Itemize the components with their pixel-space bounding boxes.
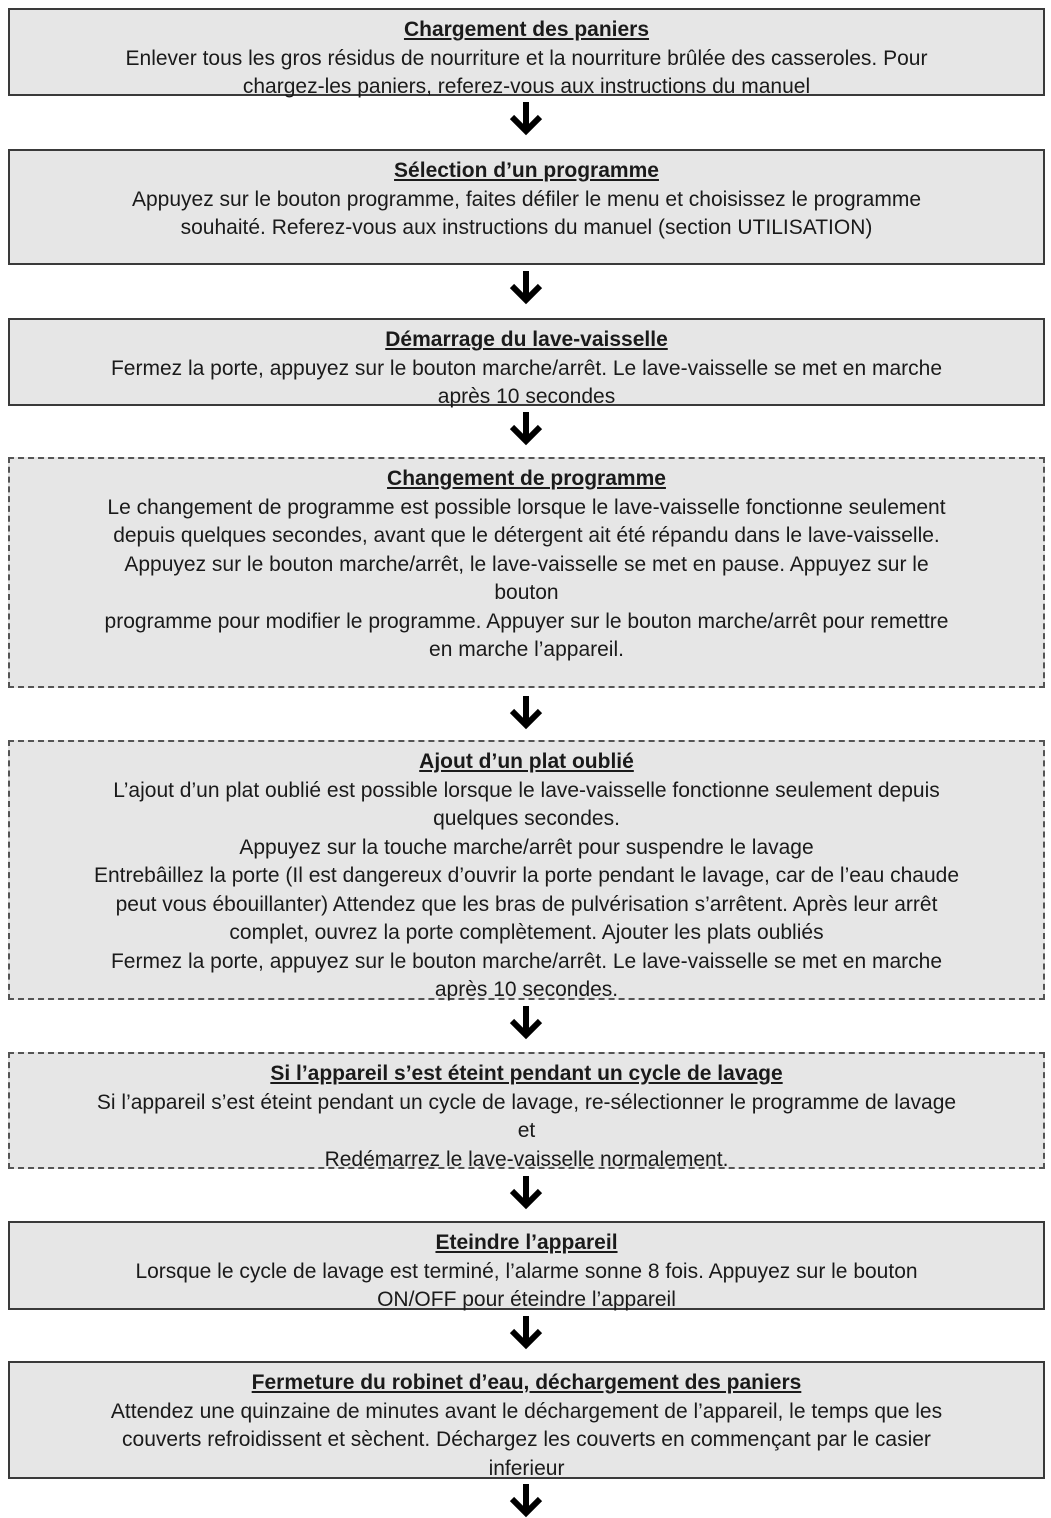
down-arrow-icon (509, 100, 543, 136)
step-text-line: Appuyez sur la touche marche/arrêt pour suspendre le lavage (239, 835, 814, 859)
step-text-line: Si l’appareil s’est éteint pendant un cycle de lavage, re-sélectionner le programme de lavage (96, 1090, 957, 1114)
step-text-line: Appuyez sur le bouton programme, faites défiler le menu et choisissez le programme (131, 187, 922, 211)
step-text-line: Lorsque le cycle de lavage est terminé, l’alarme sonne 8 fois. Appuyez sur le bouton (135, 1259, 918, 1283)
step-text-line: programme pour modifier le programme. Appuyer sur le bouton marche/arrêt pour remettre (104, 609, 949, 633)
down-arrow-icon (509, 694, 543, 730)
step-text-line: souhaité. Referez-vous aux instructions du manuel (section UTILISATION) (180, 216, 873, 239)
down-arrow-icon (509, 1004, 543, 1040)
step-text-line: Fermez la porte, appuyez sur le bouton marche/arrêt. Le lave-vaisselle se met en marche (110, 356, 943, 380)
step-text-line: et (517, 1119, 536, 1142)
step-text-line: L’ajout d’un plat oublié est possible lorsque le lave-vaisselle fonctionne seulement depuis (113, 778, 940, 802)
step-text-line: inferieur (488, 1456, 565, 1480)
step-text-line: Fermez la porte, appuyez sur le bouton marche/arrêt. Le lave-vaisselle se met en marche (110, 949, 943, 973)
step-box-selection-programme (8, 149, 1045, 265)
step-text-line: Enlever tous les gros résidus de nourriture et la nourriture brûlée des casseroles. Pour (125, 46, 928, 70)
step-text-line: complet, ouvrez la porte complètement. Ajouter les plats oubliés (229, 921, 824, 944)
step-title: Changement de programme (387, 467, 666, 490)
step-title: Chargement des paniers (403, 18, 650, 41)
step-text-line: ON/OFF pour éteindre l’appareil (377, 1288, 676, 1311)
step-box-appareil-eteint (8, 1052, 1045, 1169)
step-text-line: Attendez une quinzaine de minutes avant le déchargement de l’appareil, le temps que les (110, 1399, 943, 1423)
step-box-demarrage (8, 318, 1045, 406)
step-title: Fermeture du robinet d’eau, déchargement des paniers (251, 1371, 802, 1394)
down-arrow-icon (509, 410, 543, 446)
down-arrow-icon (509, 1174, 543, 1210)
step-text-line: peut vous ébouillanter) Attendez que les bras de pulvérisation s’arrêtent. Après leur arrêt (115, 892, 938, 916)
step-text-line: chargez-les paniers, referez-vous aux instructions du manuel (242, 75, 811, 98)
step-text-line: après 10 secondes (437, 385, 616, 408)
step-text-line: bouton (494, 581, 559, 604)
step-text-line: quelques secondes. (433, 807, 620, 830)
down-arrow-icon (509, 269, 543, 305)
step-title: Sélection d’un programme (394, 159, 659, 182)
step-text-line: depuis quelques secondes, avant que le détergent ait été répandu dans le lave-vaisselle. (113, 524, 940, 547)
step-text-line: en marche l’appareil. (429, 638, 624, 661)
step-text-line: Appuyez sur le bouton marche/arrêt, le lave-vaisselle se met en pause. Appuyez sur le (124, 552, 929, 576)
step-box-ajout-plat-oublie (8, 740, 1045, 1000)
step-box-eteindre-appareil (8, 1221, 1045, 1310)
step-title: Si l’appareil s’est éteint pendant un cycle de lavage (270, 1062, 783, 1085)
step-text-line: Redémarrez le lave-vaisselle normalement. (324, 1147, 729, 1171)
down-arrow-icon (509, 1482, 543, 1518)
step-box-chargement-paniers (8, 8, 1045, 96)
step-box-changement-programme (8, 457, 1045, 688)
step-text-line: Entrebâillez la porte (Il est dangereux d’ouvrir la porte pendant le lavage, car de l’eau chaude (93, 864, 960, 887)
step-text-line: Le changement de programme est possible lorsque le lave-vaisselle fonctionne seulement (107, 495, 946, 519)
step-title: Eteindre l’appareil (435, 1231, 618, 1254)
step-box-fermeture-robinet (8, 1361, 1045, 1479)
step-title: Démarrage du lave-vaisselle (385, 328, 668, 351)
step-text-line: après 10 secondes. (434, 978, 619, 1001)
down-arrow-icon (509, 1314, 543, 1350)
step-title: Ajout d’un plat oublié (419, 750, 634, 773)
step-text-line: couverts refroidissent et sèchent. Déchargez les couverts en commençant par le casier (122, 1428, 931, 1451)
